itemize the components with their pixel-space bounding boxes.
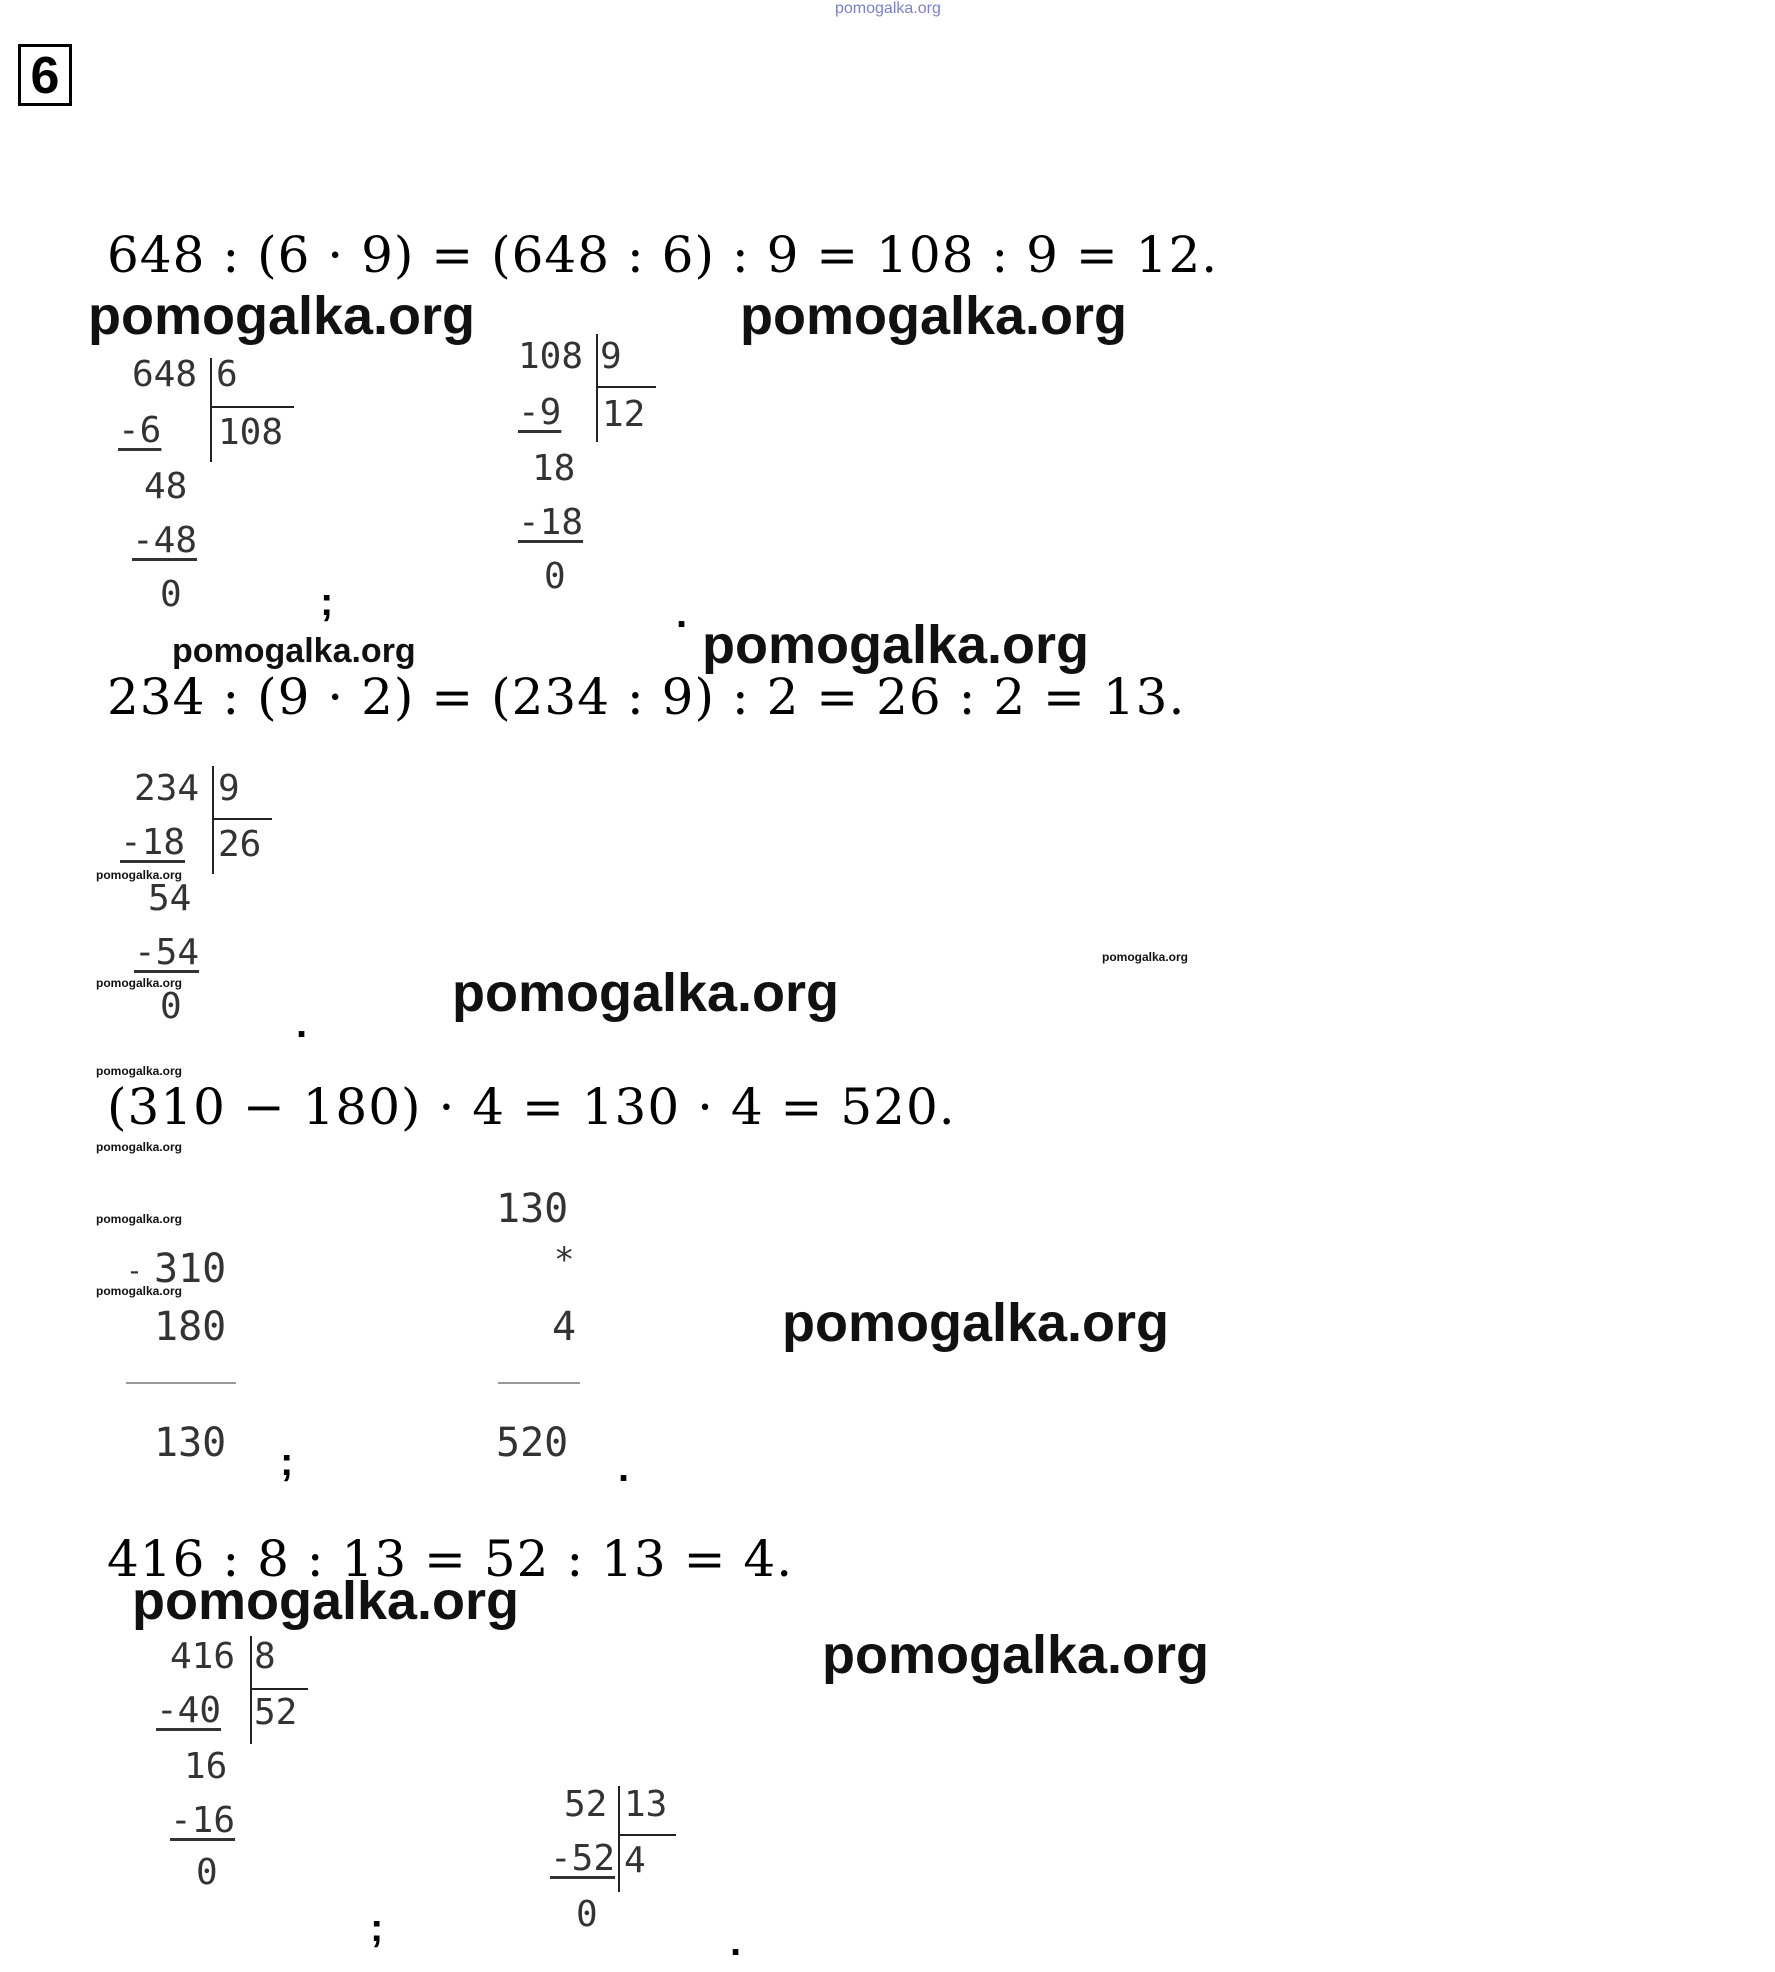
watermark: pomogalka.org <box>96 1064 183 1078</box>
divisor: 9 <box>218 768 240 809</box>
watermark: pomogalka.org <box>96 976 183 990</box>
divisor: 6 <box>216 354 238 395</box>
dividend: 52 <box>564 1784 608 1825</box>
remainder-1: 54 <box>148 878 192 919</box>
subtrahend-1: -18 <box>120 822 186 863</box>
subtrahend-2: -48 <box>132 520 198 561</box>
separator: ; <box>370 1906 384 1950</box>
separator: . <box>618 1446 630 1490</box>
subtrahend-2: -18 <box>518 502 584 543</box>
separator: . <box>296 1002 308 1046</box>
separator: ; <box>280 1440 294 1484</box>
task-number: 6 <box>18 44 72 106</box>
dividend: 234 <box>134 768 200 809</box>
top-watermark: pomogalka.org <box>835 0 941 17</box>
equation-4: 416 : 8 : 13 = 52 : 13 = 4. <box>107 1530 794 1588</box>
remainder-1: 18 <box>532 448 576 489</box>
watermark: pomogalka.org <box>822 1625 1210 1685</box>
factor-2: 4 <box>552 1304 577 1350</box>
separator: ; <box>320 580 334 624</box>
dividend: 648 <box>132 354 198 395</box>
watermark: pomogalka.org <box>96 1140 183 1154</box>
multiply-sign: * <box>554 1240 575 1280</box>
equation-2: 234 : (9 · 2) = (234 : 9) : 2 = 26 : 2 = 13. <box>107 668 1186 726</box>
dividend: 108 <box>518 336 584 377</box>
divisor: 9 <box>600 336 622 377</box>
quotient: 26 <box>218 824 262 865</box>
watermark: pomogalka.org <box>782 1293 1170 1353</box>
equation-1: 648 : (6 · 9) = (648 : 6) : 9 = 108 : 9 = 12. <box>107 226 1219 284</box>
remainder-1: 16 <box>184 1746 228 1787</box>
remainder-1: 48 <box>144 466 188 507</box>
watermark: pomogalka.org <box>740 286 1128 346</box>
minus-sign: - <box>126 1254 143 1287</box>
watermark: pomogalka.org <box>702 615 1090 675</box>
subtrahend-2: -54 <box>134 932 200 973</box>
quotient: 52 <box>254 1692 298 1733</box>
watermark: pomogalka.org <box>1102 950 1189 964</box>
subtrahend: 180 <box>154 1304 227 1350</box>
watermark: pomogalka.org <box>172 632 416 670</box>
watermark: pomogalka.org <box>96 1284 183 1298</box>
separator: . <box>730 1920 742 1964</box>
watermark: pomogalka.org <box>96 868 183 882</box>
quotient: 12 <box>602 394 646 435</box>
quotient: 4 <box>624 1840 646 1881</box>
dividend: 416 <box>170 1636 236 1677</box>
result-zero: 0 <box>160 986 182 1027</box>
divisor: 8 <box>254 1636 276 1677</box>
difference: 130 <box>154 1420 227 1466</box>
product: 520 <box>496 1420 569 1466</box>
result-zero: 0 <box>544 556 566 597</box>
minuend: 310 <box>154 1246 227 1292</box>
result-zero: 0 <box>576 1894 598 1935</box>
watermark: pomogalka.org <box>88 286 476 346</box>
result-zero: 0 <box>196 1852 218 1893</box>
watermark: pomogalka.org <box>96 1212 183 1226</box>
subtrahend-1: -40 <box>156 1690 222 1731</box>
result-zero: 0 <box>160 574 182 615</box>
watermark: pomogalka.org <box>452 963 840 1023</box>
quotient: 108 <box>218 412 284 453</box>
subtrahend-1: -52 <box>550 1838 616 1879</box>
divisor: 13 <box>624 1784 668 1825</box>
subtrahend-1: -9 <box>518 392 562 433</box>
separator: . <box>676 592 688 636</box>
watermark: pomogalka.org <box>132 1571 520 1631</box>
subtrahend-2: -16 <box>170 1800 236 1841</box>
subtrahend-1: -6 <box>118 410 162 451</box>
equation-3: (310 − 180) · 4 = 130 · 4 = 520. <box>107 1078 956 1136</box>
factor-1: 130 <box>496 1186 569 1232</box>
